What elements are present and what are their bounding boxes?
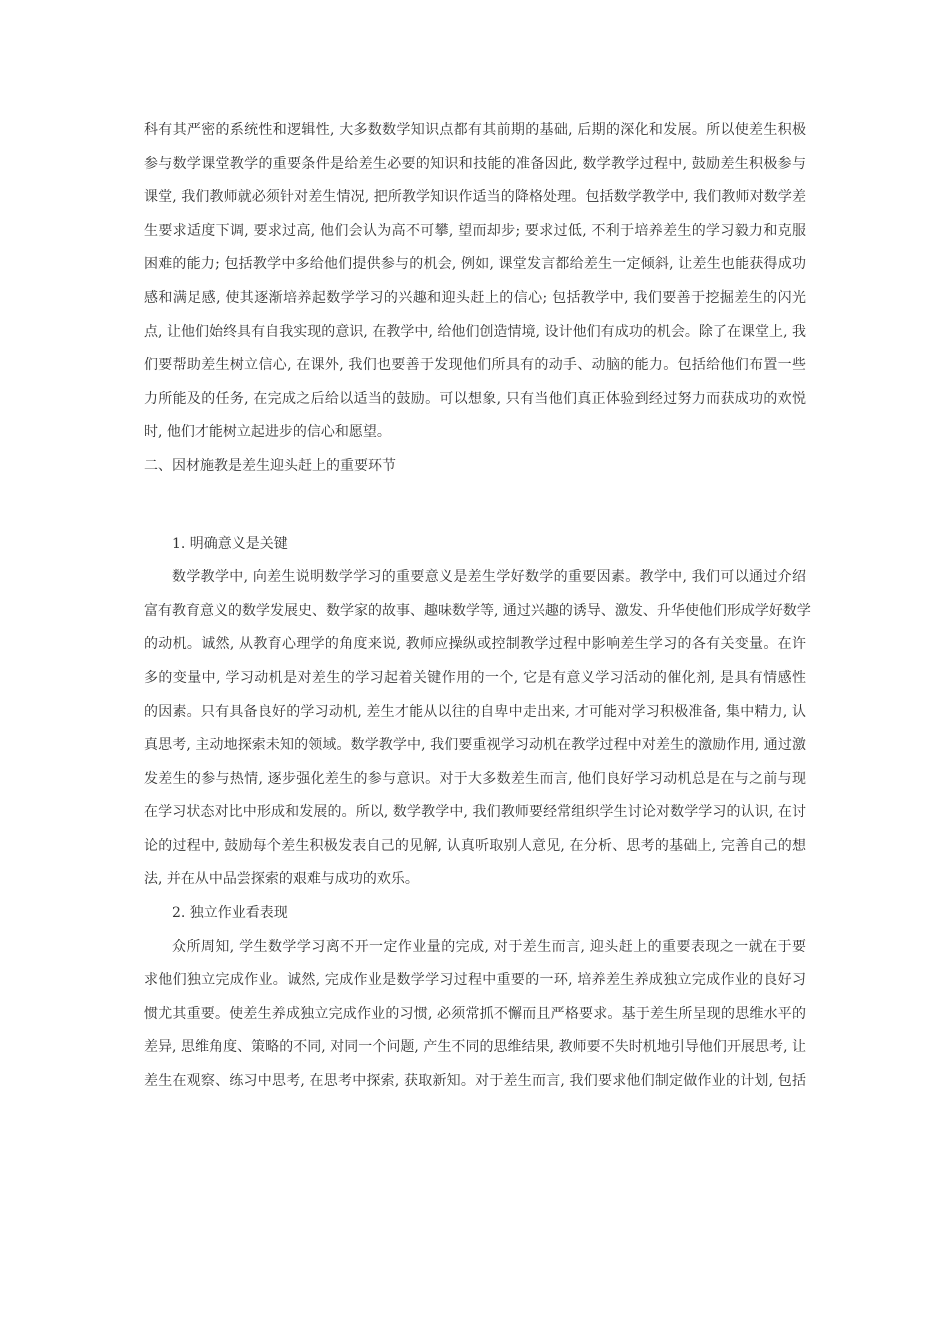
- section-2-heading: 二、因材施教是差生迎头赶上的重要环节: [144, 457, 396, 474]
- document-page: [144, 114, 811, 1099]
- paragraph-1-line: 感和满足感, 使其逐渐培养起数学学习的兴趣和迎头赶上的信心; 包括教学中, 我们要善于挖掘差生的闪光: [144, 289, 806, 306]
- subsection-1-line: 在学习状态对比中形成和发展的。所以, 数学教学中, 我们教师要经常组织学生讨论对数学学习的认识, 在讨: [144, 804, 806, 821]
- subsection-2-paragraph: [144, 931, 806, 1099]
- subsection-1-paragraph: [144, 561, 811, 897]
- subsection-1-line: 发差生的参与热情, 逐步强化差生的参与意识。对于大多数差生而言, 他们良好学习动机总是在与之前与现: [144, 770, 806, 787]
- paragraph-1-line: 们要帮助差生树立信心, 在课外, 我们也要善于发现他们所具有的动手、动脑的能力。包括给他们布置一些: [144, 357, 806, 374]
- subsection-2-line: 惯尤其重要。使差生养成独立完成作业的习惯, 必须常抓不懈而且严格要求。基于差生所呈现的思维水平的: [144, 1005, 806, 1022]
- paragraph-1-line: 课堂, 我们教师就必须针对差生情况, 把所教学知识作适当的降格处理。包括数学教学中, 我们教师对数学差: [144, 189, 806, 206]
- subsection-2-line: 求他们独立完成作业。诚然, 完成作业是数学学习过程中重要的一环, 培养差生养成独立完成作业的良好习: [144, 972, 806, 989]
- subsection-2-heading: 2. 独立作业看表现: [172, 905, 288, 922]
- paragraph-1-line: 时, 他们才能树立起进步的信心和愿望。: [144, 424, 391, 441]
- paragraph-1-line: 科有其严密的系统性和逻辑性, 大多数数学知识点都有其前期的基础, 后期的深化和发展。所以使差生积极: [144, 122, 806, 138]
- spacer: [144, 484, 806, 528]
- subsection-1-line: 真思考, 主动地探索未知的领域。数学教学中, 我们要重视学习动机在教学过程中对差生的激励作用, 通过激: [144, 737, 806, 754]
- subsection-1-line: 数学教学中, 向差生说明数学学习的重要意义是差生学好数学的重要因素。教学中, 我们可以通过介绍: [172, 569, 806, 586]
- subsection-1-line: 的动机。诚然, 从教育心理学的角度来说, 教师应操纵或控制教学过程中影响差生学习的各有关变量。在许: [144, 636, 806, 653]
- paragraph-1-line: 点, 让他们始终具有自我实现的意识, 在教学中, 给他们创造情境, 设计他们有成功的机会。除了在课堂上, 我: [144, 323, 806, 340]
- paragraph-1-line: 生要求适度下调, 要求过高, 他们会认为高不可攀, 望而却步; 要求过低, 不利于培养差生的学习毅力和克服: [144, 222, 806, 239]
- paragraph-1: [144, 114, 806, 450]
- subsection-1-line: 多的变量中, 学习动机是对差生的学习起着关键作用的一个, 它是有意义学习活动的催化剂, 是具有情感性: [144, 669, 806, 686]
- paragraph-1-line: 参与数学课堂教学的重要条件是给差生必要的知识和技能的准备因此, 数学教学过程中, 鼓励差生积极参与: [144, 155, 806, 172]
- subsection-1-line: 法, 并在从中品尝探索的艰难与成功的欢乐。: [144, 871, 419, 888]
- subsection-2-line: 差异, 思维角度、策略的不同, 对同一个问题, 产生不同的思维结果, 教师要不失时机地引导他们开展思考, 让: [144, 1039, 806, 1056]
- subsection-1-heading: 1. 明确意义是关键: [172, 535, 288, 552]
- subsection-2-line: 差生在观察、练习中思考, 在思考中探索, 获取新知。对于差生而言, 我们要求他们制定做作业的计划, 包括: [144, 1073, 806, 1090]
- paragraph-1-line: 困难的能力; 包括教学中多给他们提供参与的机会, 例如, 课堂发言都给差生一定倾斜, 让差生也能获得成功: [144, 256, 806, 273]
- subsection-1-line: 论的过程中, 鼓励每个差生积极发表自己的见解, 认真听取别人意见, 在分析、思考的基础上, 完善自己的想: [144, 837, 806, 854]
- paragraph-1-line: 力所能及的任务, 在完成之后给以适当的鼓励。可以想象, 只有当他们真正体验到经过努力而获成功的欢悦: [144, 390, 806, 407]
- subsection-2-line: 众所周知, 学生数学学习离不开一定作业量的完成, 对于差生而言, 迎头赶上的重要表现之一就在于要: [172, 938, 806, 955]
- subsection-1-line: 的因素。只有具备良好的学习动机, 差生才能从以往的自卑中走出来, 才可能对学习积极准备, 集中精力, 认: [144, 703, 806, 720]
- subsection-1-line: 富有教育意义的数学发展史、数学家的故事、趣味数学等, 通过兴趣的诱导、激发、升华使他们形成学好数学: [144, 602, 811, 619]
